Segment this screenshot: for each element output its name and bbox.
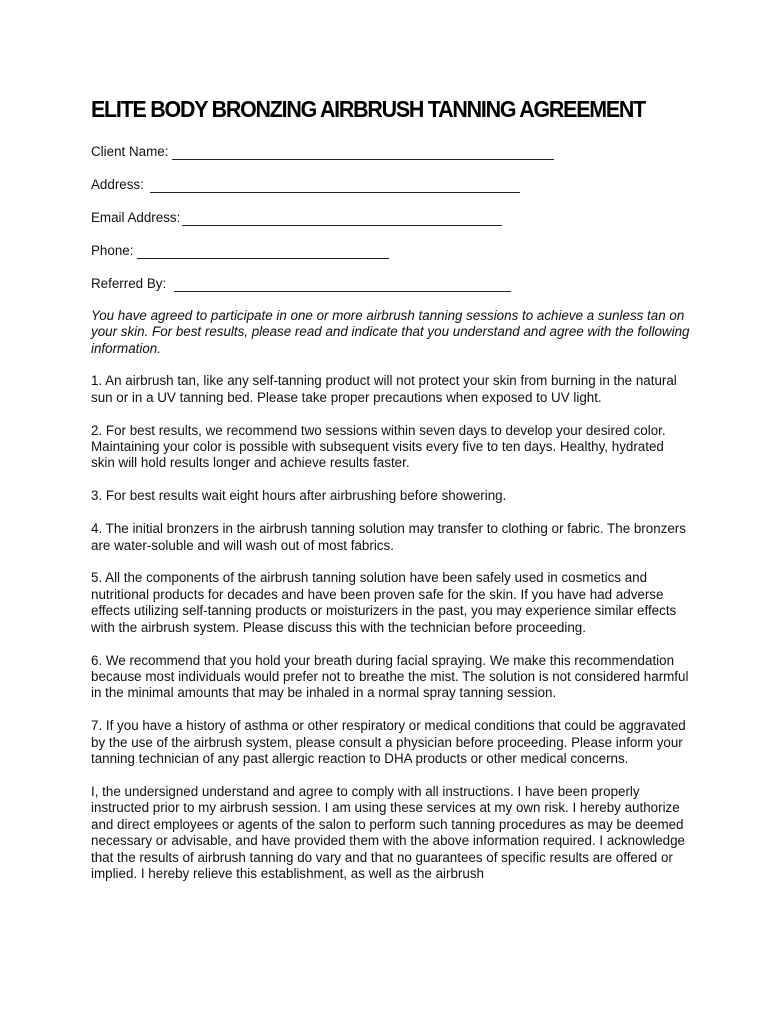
item-3-paragraph: 3. For best results wait eight hours after airbrushing before showering. bbox=[91, 488, 507, 504]
item-1-paragraph: 1. An airbrush tan, like any self-tanning product will not protect your skin from burning in the natural sun or in a UV tanning bed. Please take proper precautions when exposed to UV light. bbox=[91, 373, 677, 405]
phone-input-line[interactable] bbox=[137, 244, 389, 259]
email-address-field[interactable] bbox=[91, 210, 691, 226]
item-4-paragraph: 4. The initial bronzers in the airbrush tanning solution may transfer to clothing or fabric. The bronzers are water-soluble and will wash out of most fabrics. bbox=[91, 521, 686, 553]
address-label: Address: bbox=[91, 177, 144, 192]
item-2-paragraph: 2. For best results, we recommend two sessions within seven days to develop your desired color. Maintaining your color is possible with subsequent visits every five to ten days. Healthy, hydrated skin will hold results longer and achieve results faster. bbox=[91, 422, 666, 471]
client-name-field[interactable] bbox=[91, 144, 691, 160]
referred-by-label: Referred By: bbox=[91, 276, 167, 291]
referred-by-input-line[interactable] bbox=[174, 277, 511, 292]
client-name-input-line[interactable] bbox=[172, 145, 554, 160]
acknowledgement-paragraph: I, the undersigned understand and agree to comply with all instructions. I have been properly instructed prior to my airbrush session. I am using these services at my own risk. I hereby authorize and direct employees or agents of the salon to perform such tanning procedures as may be deemed necessary or advisable, and have provided them with the above information required. I acknowledge that the results of airbrush tanning do vary and that no guarantees of specific results are offered or implied. I hereby relieve this establishment, as well as the airbrush bbox=[91, 784, 686, 882]
client-name-label: Client Name: bbox=[91, 144, 169, 159]
address-field[interactable] bbox=[91, 177, 691, 193]
email-address-input-line[interactable] bbox=[182, 211, 502, 226]
intro-paragraph: You have agreed to participate in one or more airbrush tanning sessions to achieve a sunless tan on your skin. For best results, please read and indicate that you understand and agree with the following information. bbox=[91, 308, 690, 356]
address-input-line[interactable] bbox=[150, 178, 520, 193]
document-title: ELITE BODY BRONZING AIRBRUSH TANNING AGREEMENT bbox=[91, 96, 646, 122]
phone-field[interactable] bbox=[91, 243, 691, 259]
agreement-page bbox=[91, 94, 691, 882]
item-7-paragraph: 7. If you have a history of asthma or other respiratory or medical conditions that could be aggravated by the use of the airbrush system, please consult a physician before proceeding. Please inform your tanning technician of any past allergic reaction to DHA products or other medical concerns. bbox=[91, 718, 686, 767]
phone-label: Phone: bbox=[91, 243, 134, 258]
referred-by-field[interactable] bbox=[91, 276, 691, 292]
email-address-label: Email Address: bbox=[91, 210, 181, 225]
item-6-paragraph: 6. We recommend that you hold your breath during facial spraying. We make this recommendation because most individuals would prefer not to breathe the mist. The solution is not considered harmful in the minimal amounts that may be inhaled in a normal spray tanning session. bbox=[91, 652, 689, 701]
item-5-paragraph: 5. All the components of the airbrush tanning solution have been safely used in cosmetics and nutritional products for decades and have been proven safe for the skin. If you have had adverse effects utilizing self-tanning products or moisturizers in the past, you may experience similar effects with the airbrush system. Please discuss this with the technician before proceeding. bbox=[91, 570, 677, 635]
